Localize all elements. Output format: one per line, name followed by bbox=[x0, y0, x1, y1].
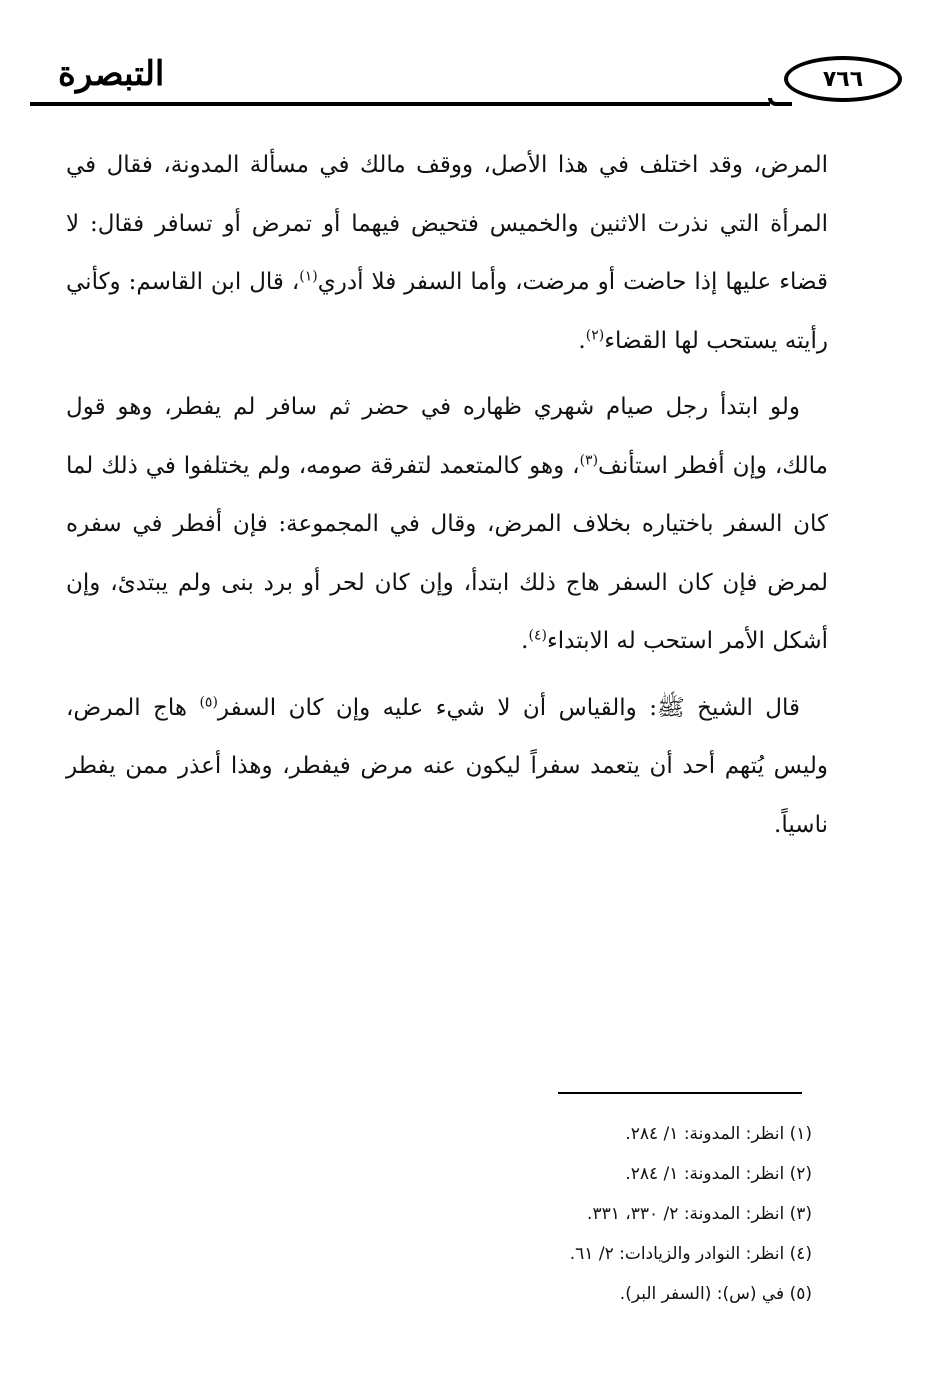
paragraph bbox=[66, 378, 828, 671]
footnote-5: (٥) في (س): (السفر البر). bbox=[619, 1284, 812, 1304]
footnotes bbox=[252, 1114, 812, 1314]
main-text bbox=[66, 136, 828, 862]
header-rule bbox=[30, 102, 770, 106]
footnote-separator bbox=[558, 1092, 802, 1094]
footnote-ref[interactable]: (٣) bbox=[579, 451, 599, 468]
footnote-3: (٣) انظر: المدونة: ٢/ ٣٣٠، ٣٣١. bbox=[587, 1204, 812, 1224]
footnote-ref[interactable]: (٥) bbox=[199, 693, 218, 710]
text-run: قال الشيخ ﷺ: والقياس أن لا شيء عليه وإن كان السفر bbox=[217, 694, 800, 721]
page-number-badge bbox=[784, 56, 902, 102]
footnote-4: (٤) انظر: النوادر والزيادات: ٢/ ٦١. bbox=[569, 1244, 812, 1264]
footnote-2: (٢) انظر: المدونة: ١/ ٢٨٤. bbox=[625, 1164, 812, 1184]
text-run: ، قال ابن القاسم: وكأني رأيته يستحب لها القضاء bbox=[66, 269, 828, 354]
page-header bbox=[30, 50, 902, 110]
footnote-1: (١) انظر: المدونة: ١/ ٢٨٤. bbox=[625, 1124, 812, 1144]
text-run: ، وهو كالمتعمد لتفرقة صومه، ولم يختلفوا في ذلك لما كان السفر باختياره بخلاف المرض، وقال في المجموعة: فإن أفطر في سفره لمرض فإن كان السفر هاج ذلك ابتدأ، وإن كان لحر أو برد بنى ولم يبتدئ، وإن أشكل الأمر استحب له الابتداء bbox=[66, 452, 828, 654]
paragraph bbox=[66, 679, 828, 855]
footnote-ref[interactable]: (٤) bbox=[528, 627, 547, 644]
footnote-ref[interactable]: (١) bbox=[299, 268, 318, 285]
footnote-ref[interactable]: (٢) bbox=[585, 326, 605, 343]
text-run: . bbox=[578, 327, 586, 354]
text-run: هاج المرض، وليس يُتهم أحد أن يتعمد سفراً ليكون عنه مرض فيفطر، وهذا أعذر ممن يفطر ناسياً. bbox=[66, 694, 828, 838]
page-number: ٧٦٦ bbox=[822, 66, 864, 92]
badge-ornament bbox=[768, 98, 792, 106]
text-run: ولو ابتدأ رجل صيام شهري ظهاره في حضر ثم سافر لم يفطر، وهو قول مالك، وإن أفطر استأنف bbox=[66, 394, 828, 479]
text-run: المرض، وقد اختلف في هذا الأصل، ووقف مالك في مسألة المدونة، فقال في المرأة التي نذرت الاثنين والخميس فتحيض فيهما أو تمرض أو تسافر فقال: لا قضاء عليها إذا حاضت أو مرضت، وأما السفر فلا أدري bbox=[66, 152, 829, 295]
book-title: التبصرة bbox=[58, 54, 165, 94]
paragraph bbox=[66, 136, 828, 370]
text-run: . bbox=[521, 628, 529, 654]
